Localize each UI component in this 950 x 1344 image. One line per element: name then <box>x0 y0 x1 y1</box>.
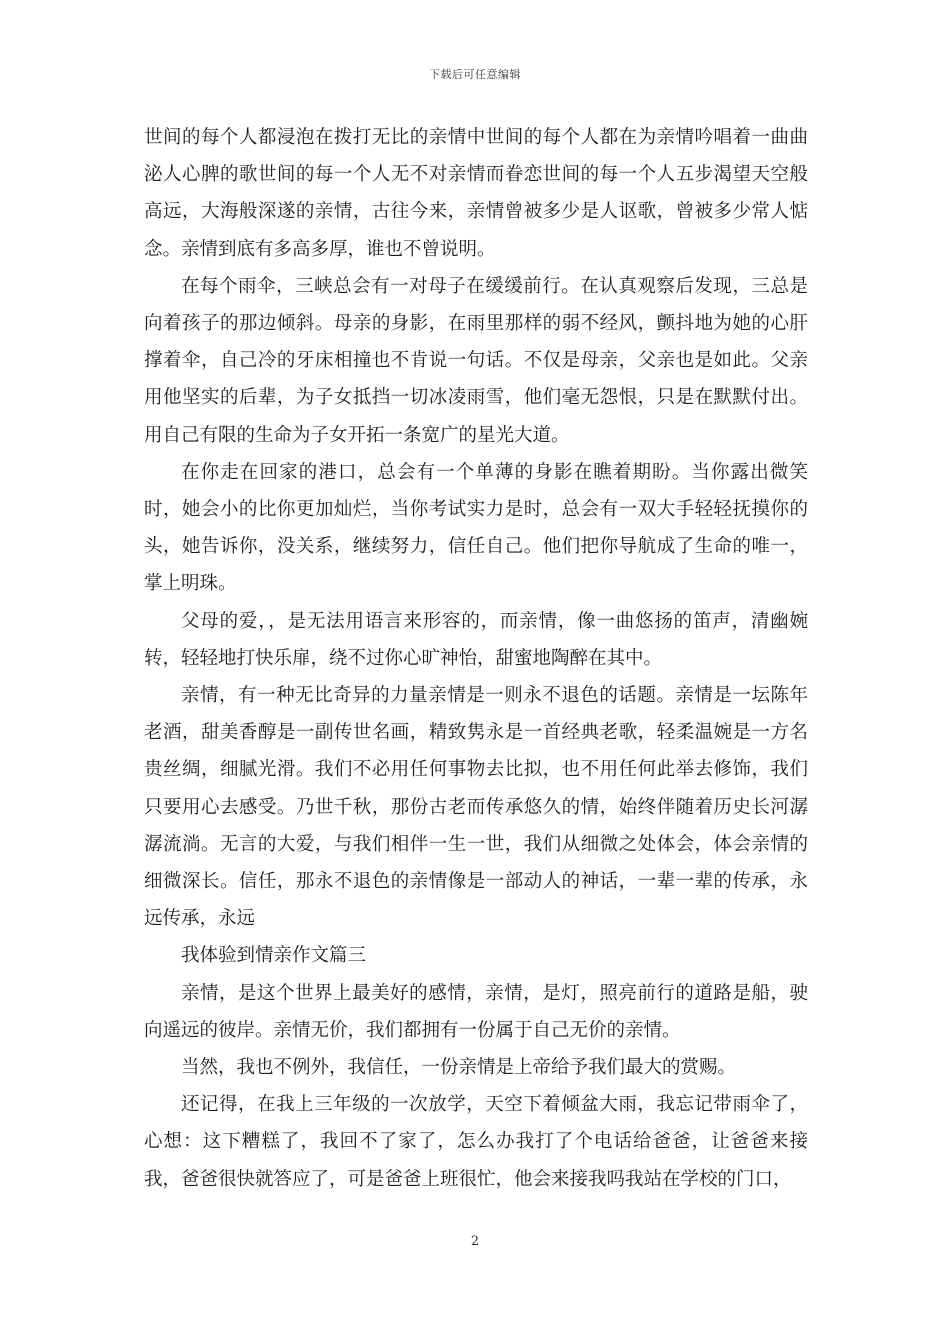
document-body <box>144 119 808 1198</box>
paragraph: 在每个雨伞，三峡总会有一对母子在缓缓前行。在认真观察后发现，三总是向着孩子的那边倾斜。母亲的身影，在雨里那样的弱不经风，颤抖地为她的心肝撑着伞，自己冷的牙床相撞也不肯说一句话。不仅是母亲，父亲也是如此。父亲用他坚实的后辈，为子女抵挡一切冰凌雨雪，他们毫无怨恨，只是在默默付出。用自己有限的生命为子女开拓一条宽广的星光大道。 <box>144 275 808 446</box>
section-title: 我体验到情亲作文篇三 <box>181 945 367 967</box>
page-header: 下载后可任意编辑 <box>429 68 521 81</box>
paragraph: 亲情，有一种无比奇异的力量亲情是一则永不退色的话题。亲情是一坛陈年老酒，甜美香醇是一副传世名画，精致隽永是一首经典老歌，轻柔温婉是一方名贵丝绸，细腻光滑。我们不必用任何事物去比拟，也不用任何此举去修饰，我们只要用心去感受。乃世千秋，那份古老而传承悠久的情，始终伴随着历史长河潺潺流淌。无言的大爱，与我们相伴一生一世，我们从细微之处体会，体会亲情的细微深长。信任，那永不退色的亲情像是一部动人的神话，一辈一辈的传承，永远传承，永远 <box>144 685 808 930</box>
paragraph: 还记得，在我上三年级的一次放学，天空下着倾盆大雨，我忘记带雨伞了，心想：这下糟糕了，我回不了家了，怎么办我打了个电话给爸爸，让爸爸来接我，爸爸很快就答应了，可是爸爸上班很忙，他会来接我吗我站在学校的门口， <box>144 1094 808 1190</box>
paragraph: 世间的每个人都浸泡在拨打无比的亲情中世间的每个人都在为亲情吟唱着一曲曲泌人心脾的歌世间的每一个人无不对亲情而眷恋世间的每一个人五步渴望天空般高远，大海般深遂的亲情，古往今来，亲情曾被多少是人讴歌，曾被多少常人惦念。亲情到底有多高多厚，谁也不曾说明。 <box>144 127 808 260</box>
page-number: 2 <box>470 1234 480 1249</box>
paragraph: 在你走在回家的港口，总会有一个单薄的身影在瞧着期盼。当你露出微笑时，她会小的比你更加灿烂，当你考试实力是时，总会有一双大手轻轻抚摸你的头，她告诉你，没关系，继续努力，信任自己。他们把你导航成了生命的唯一，掌上明珠。 <box>144 461 808 595</box>
paragraph: 亲情，是这个世界上最美好的感情，亲情，是灯，照亮前行的道路是船，驶向遥远的彼岸。亲情无价，我们都拥有一份属于自己无价的亲情。 <box>144 982 808 1041</box>
paragraph: 当然，我也不例外，我信任，一份亲情是上帝给予我们最大的赏赐。 <box>181 1057 737 1079</box>
paragraph: 父母的爱，，是无法用语言来形容的，而亲情，像一曲悠扬的笛声，清幽婉转，轻轻地打快乐扉，绕不过你心旷神怡，甜蜜地陶醉在其中。 <box>144 610 808 669</box>
